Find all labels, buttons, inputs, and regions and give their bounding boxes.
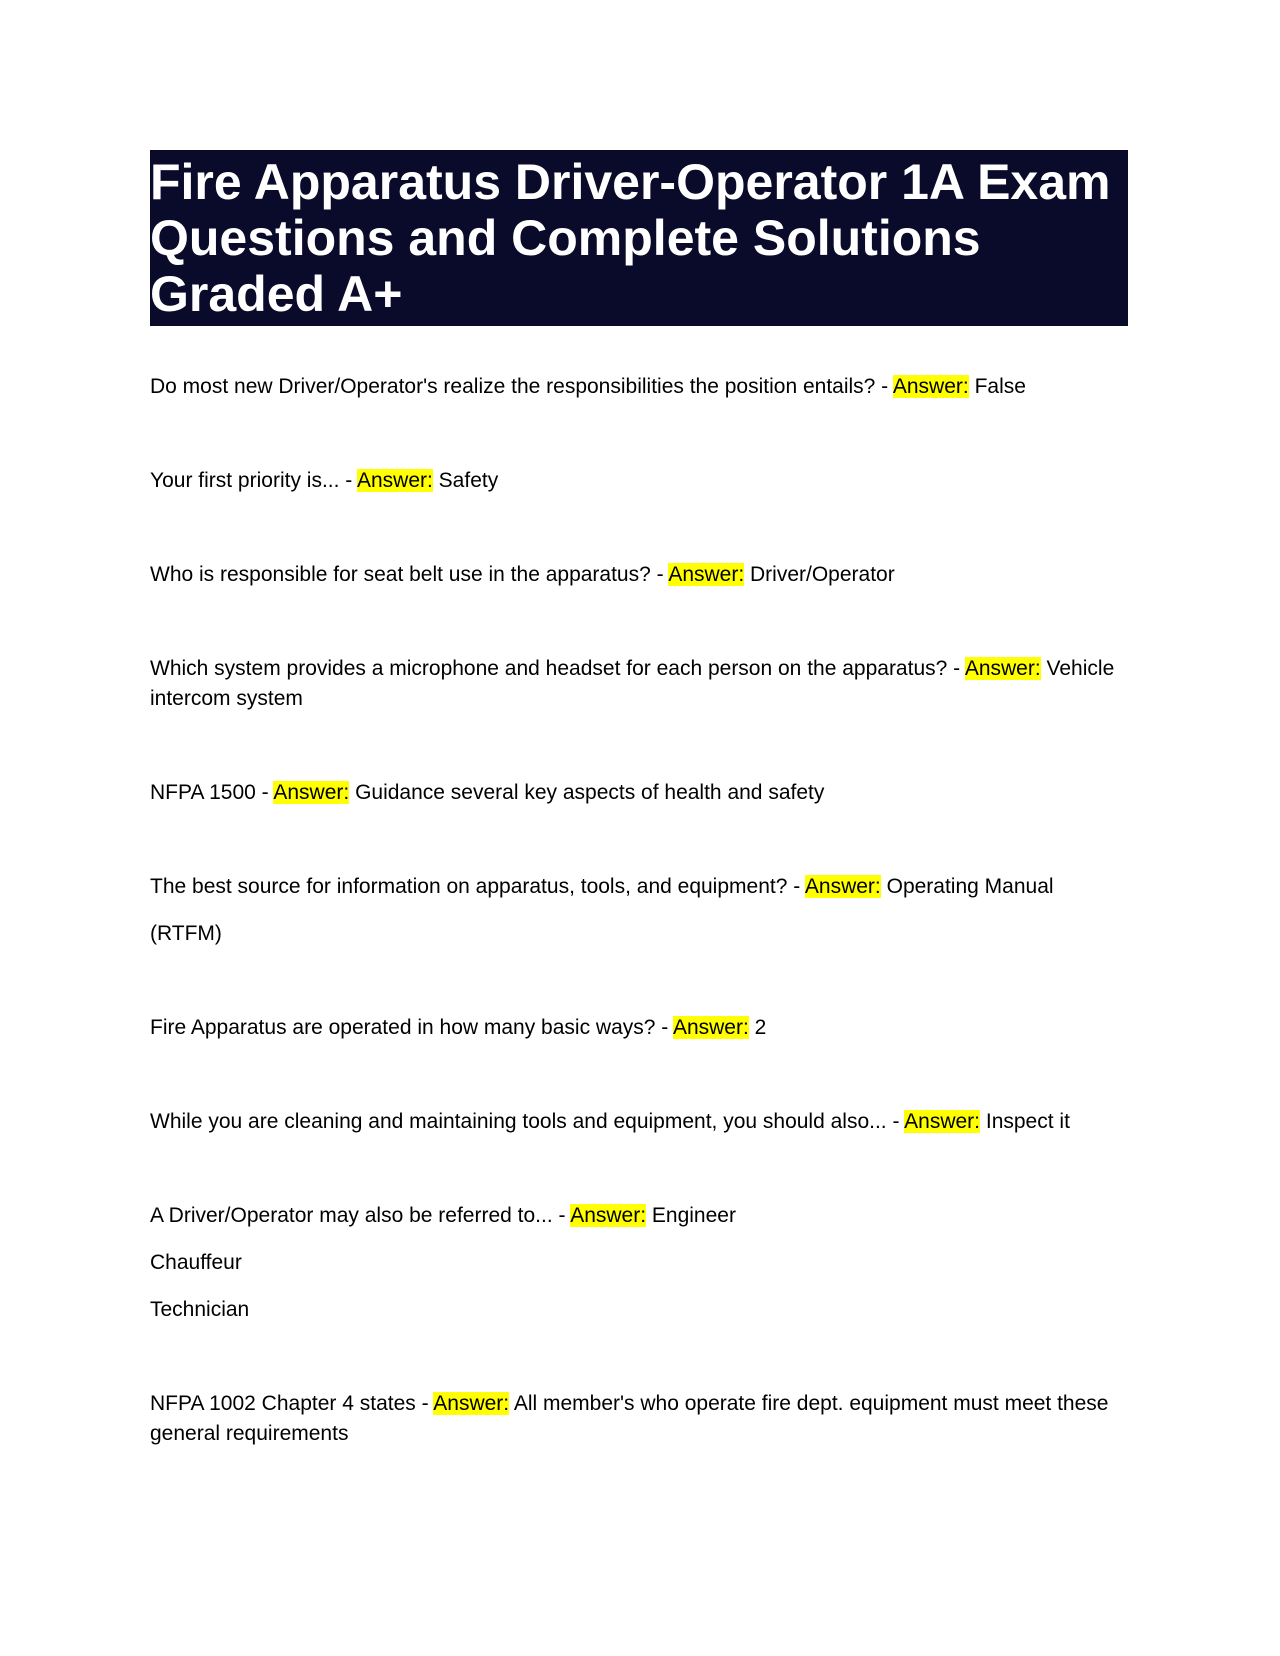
document-title: Fire Apparatus Driver-Operator 1A Exam Questions and Complete Solutions Graded A+ [150,150,1128,326]
answer-text: Inspect it [985,1110,1070,1133]
question-text: While you are cleaning and maintaining tools and equipment, you should also... - [150,1110,900,1133]
qa-item [150,778,1128,808]
answer-text: Engineer [651,1204,736,1227]
question-text: The best source for information on apparatus, tools, and equipment? - [150,875,801,898]
question-text: NFPA 1500 - [150,781,269,804]
answer-text: 2 [754,1016,767,1039]
qa-item [150,1013,1128,1043]
answer-extra-line: (RTFM) [150,922,222,945]
answer-label: Answer: [433,1392,510,1415]
answer-text: Driver/Operator [750,563,895,586]
document-page [150,150,1128,1449]
question-text: Which system provides a microphone and headset for each person on the apparatus? - [150,657,961,680]
answer-label: Answer: [668,563,745,586]
answer-extra-line: Technician [150,1298,250,1321]
answer-label: Answer: [892,375,969,398]
answer-label: Answer: [570,1204,647,1227]
answer-label: Answer: [672,1016,749,1039]
qa-item [150,1201,1128,1325]
answer-label: Answer: [273,781,350,804]
answer-text: False [974,375,1026,398]
qa-item [150,560,1128,590]
qa-list [150,372,1128,1449]
question-text: Your first priority is... - [150,469,353,492]
question-text: Who is responsible for seat belt use in the apparatus? - [150,563,664,586]
answer-extra-line: Chauffeur [150,1251,242,1274]
qa-item [150,654,1128,714]
answer-text: All member's who operate fire dept. equipment must meet these general requirements [150,1392,1109,1445]
qa-item [150,1107,1128,1137]
answer-text: Vehicle intercom system [150,657,1115,710]
answer-text: Safety [438,469,499,492]
qa-item [150,372,1128,402]
qa-item [150,1389,1128,1449]
answer-label: Answer: [964,657,1041,680]
answer-label: Answer: [904,1110,981,1133]
answer-text: Operating Manual [886,875,1054,898]
question-text: NFPA 1002 Chapter 4 states - [150,1392,429,1415]
question-text: A Driver/Operator may also be referred to... - [150,1204,566,1227]
question-text: Fire Apparatus are operated in how many basic ways? - [150,1016,669,1039]
answer-text: Guidance several key aspects of health and safety [355,781,825,804]
answer-label: Answer: [356,469,433,492]
question-text: Do most new Driver/Operator's realize the responsibilities the position entails? - [150,375,889,398]
qa-item [150,466,1128,496]
qa-item [150,872,1128,949]
answer-label: Answer: [804,875,881,898]
